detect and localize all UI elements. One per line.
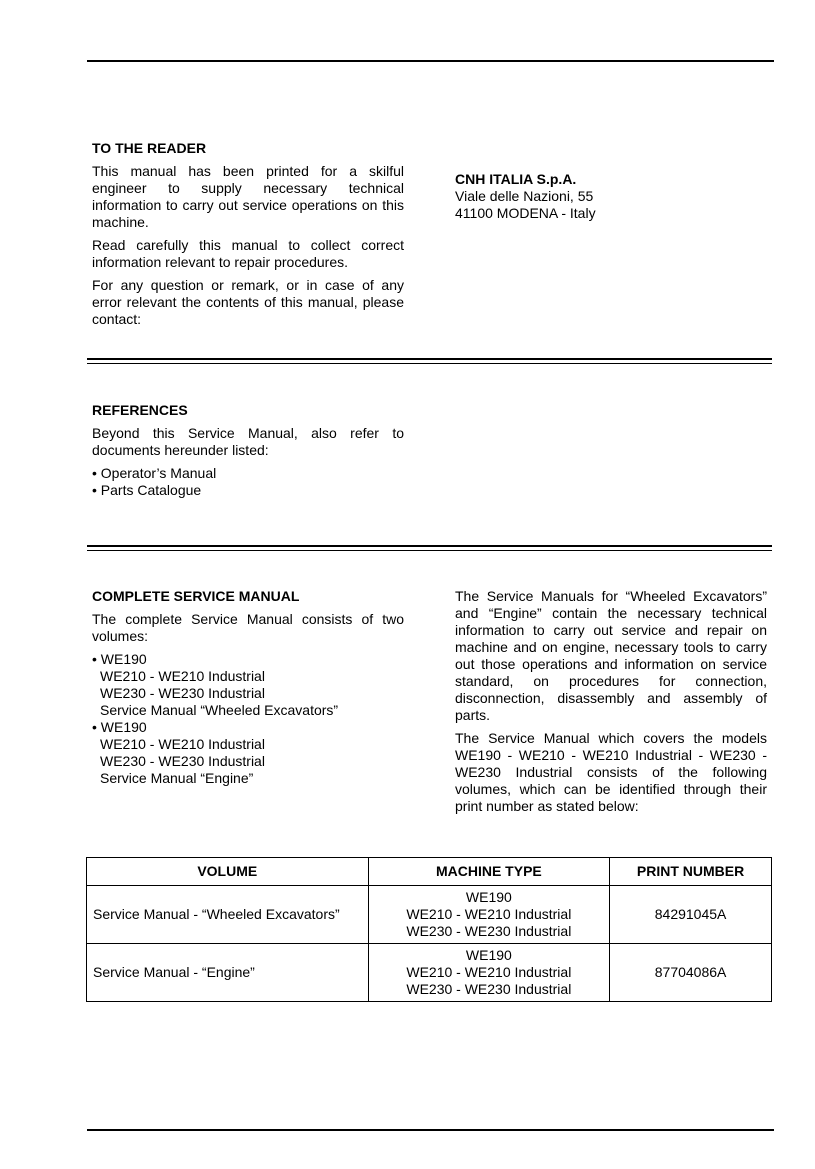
list-item: Service Manual “Engine” [100, 770, 254, 786]
references-section [92, 402, 404, 499]
table-row [87, 886, 772, 944]
machine-type-line: WE230 - WE230 Industrial [406, 981, 572, 997]
list-item: • Operator’s Manual [92, 465, 217, 481]
table-row [87, 944, 772, 1002]
list-item: WE210 - WE210 Industrial [100, 736, 265, 752]
reader-paragraph: Read carefully this manual to collect correct information relevant to repair procedures. [92, 237, 404, 270]
list-item: • WE190 [92, 651, 147, 667]
volume-list-item [92, 651, 404, 719]
machine-type-line: WE210 - WE210 Industrial [406, 906, 572, 922]
references-list [92, 465, 404, 499]
top-rule [87, 60, 774, 62]
complete-section [92, 588, 404, 787]
list-item: • Parts Catalogue [92, 482, 202, 498]
company-name: CNH ITALIA S.p.A. [455, 171, 577, 187]
section-divider [87, 545, 772, 551]
reader-section [92, 140, 404, 334]
volume-cell: Service Manual - “Engine” [87, 944, 369, 1002]
reader-paragraph: For any question or remark, or in case of any error relevant the contents of this manual, please contact: [92, 277, 404, 327]
column-header-print-number: PRINT NUMBER [610, 858, 772, 886]
machine-type-line: WE190 [465, 947, 512, 963]
table-header-row [87, 858, 772, 886]
list-item: WE230 - WE230 Industrial [100, 753, 265, 769]
column-header-volume: VOLUME [87, 858, 369, 886]
bottom-rule [87, 1129, 774, 1131]
machine-type-cell [368, 886, 610, 944]
machine-type-line: WE190 [465, 889, 512, 905]
column-header-machine-type: MACHINE TYPE [368, 858, 610, 886]
machine-type-line: WE230 - WE230 Industrial [406, 923, 572, 939]
references-heading: REFERENCES [92, 402, 188, 418]
section-divider [87, 358, 772, 364]
print-number-cell: 87704086A [610, 944, 772, 1002]
complete-intro: The complete Service Manual consists of two volumes: [92, 611, 404, 644]
street-address: Viale delle Nazioni, 55 [455, 188, 594, 204]
contact-address [455, 171, 767, 222]
city-address: 41100 MODENA - Italy [455, 205, 596, 221]
list-item: WE210 - WE210 Industrial [100, 668, 265, 684]
volumes-table [86, 857, 772, 1002]
volume-cell: Service Manual - “Wheeled Excavators” [87, 886, 369, 944]
description-paragraph: The Service Manual which covers the models WE190 - WE210 - WE210 Industrial - WE230 - WE230 Industrial consists of the following volumes, which can be identified through their print number as stated below: [455, 730, 767, 814]
volume-list-item [92, 719, 404, 787]
reader-paragraph: This manual has been printed for a skilful engineer to supply necessary technical information to carry out service operations on this machine. [92, 163, 404, 230]
machine-type-cell [368, 944, 610, 1002]
print-number-cell: 84291045A [610, 886, 772, 944]
list-item: WE230 - WE230 Industrial [100, 685, 265, 701]
list-item: • WE190 [92, 719, 147, 735]
references-intro: Beyond this Service Manual, also refer to documents hereunder listed: [92, 425, 404, 458]
complete-description [455, 588, 767, 821]
reader-heading: TO THE READER [92, 140, 207, 156]
list-item: Service Manual “Wheeled Excavators” [100, 702, 339, 718]
complete-heading: COMPLETE SERVICE MANUAL [92, 588, 300, 604]
machine-type-line: WE210 - WE210 Industrial [406, 964, 572, 980]
description-paragraph: The Service Manuals for “Wheeled Excavators” and “Engine” contain the necessary technical information to carry out service and repair on machine and on engine, necessary tools to carry out those operations and information on service standard, on procedures for connection, disconnection, disassembly and assembly of parts. [455, 588, 767, 723]
